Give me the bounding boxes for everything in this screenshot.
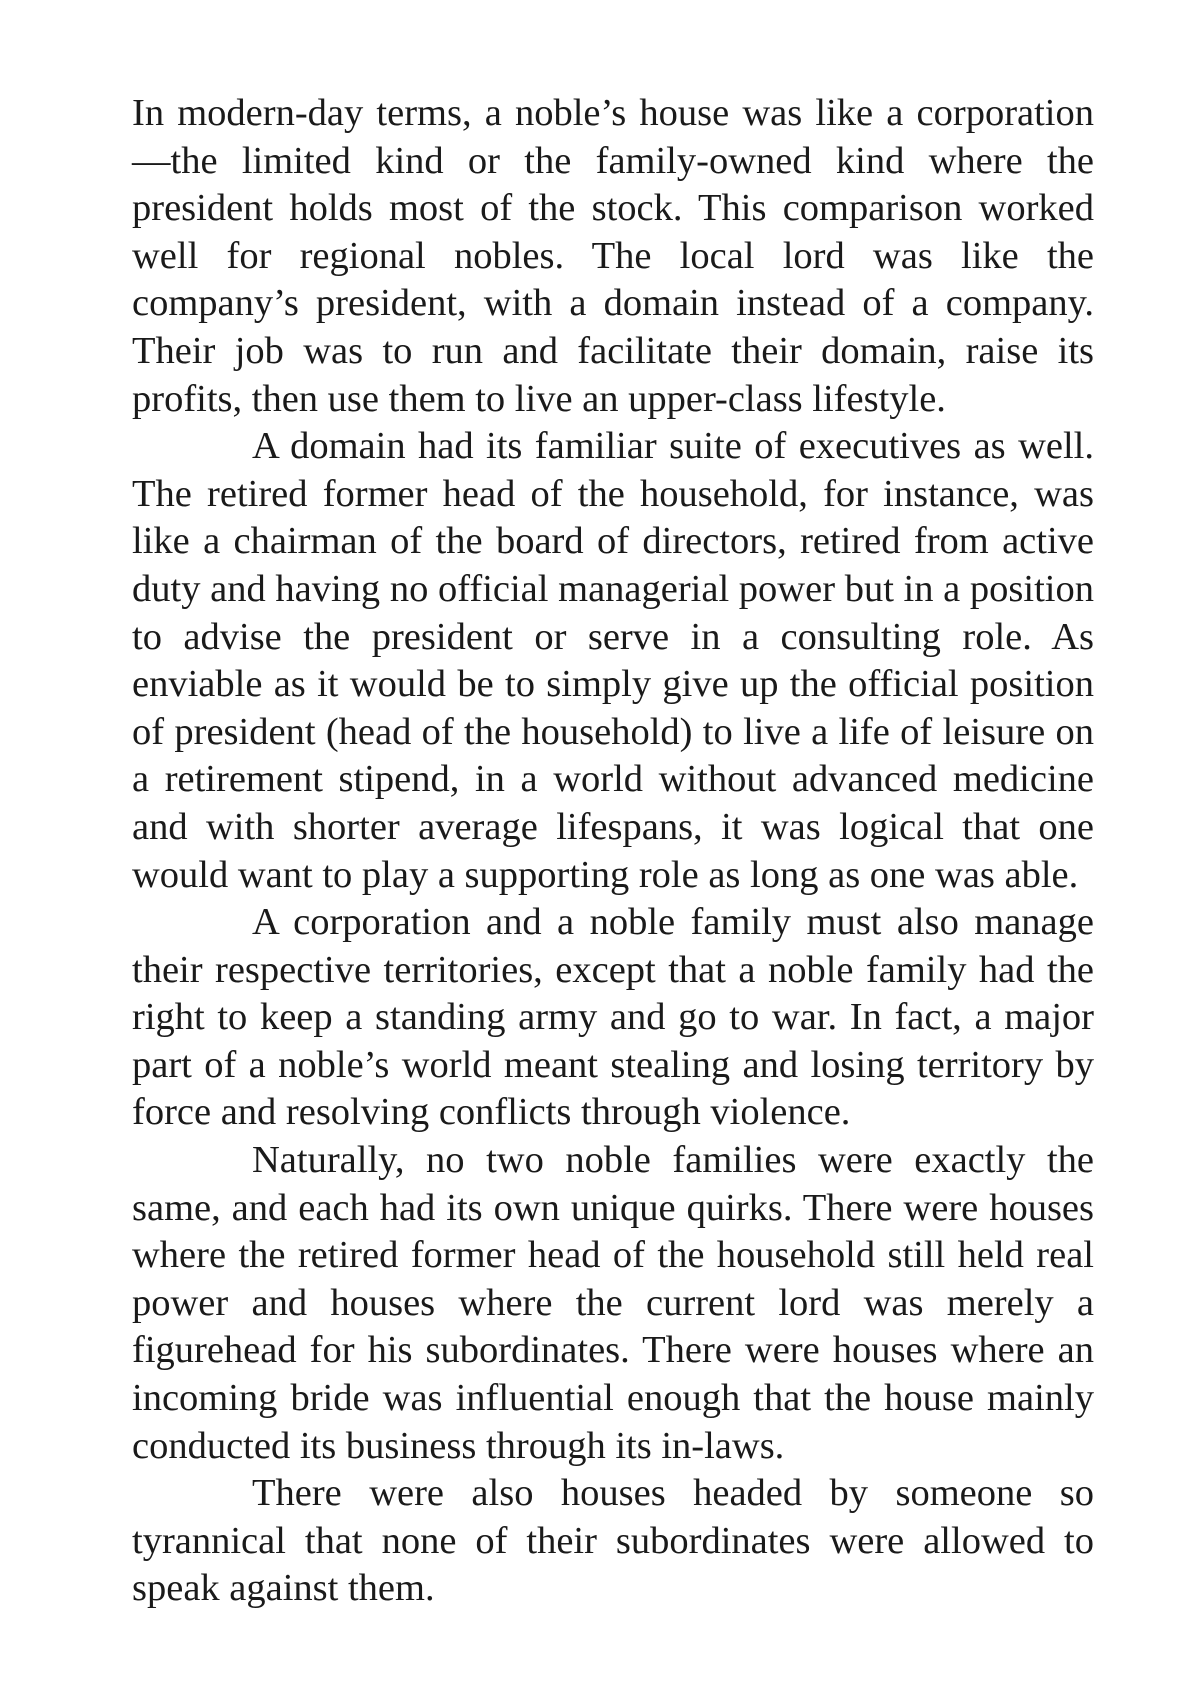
paragraph-2: A domain had its familiar suite of executives as well. The retired former head of the household, for instance, was like a chairman of the board of directors, retired from active duty and having no official managerial power but in a position to advise the president or serve in a consulting role. As enviable as it would be to simply give up the official position of president (head of the household) to live a life of leisure on a retirement stipend, in a world without advanced medicine and with shorter average lifespans, it was logical that one would want to play a supporting role as long as one was able. bbox=[132, 425, 1094, 896]
page-body bbox=[132, 90, 1094, 1613]
paragraph-5: There were also houses headed by someone so tyrannical that none of their subordinates were allowed to speak against them. bbox=[132, 1472, 1094, 1610]
paragraph-4: Naturally, no two noble families were exactly the same, and each had its own unique quirks. There were houses where the retired former head of the household still held real power and houses where the current lord was merely a figurehead for his subordinates. There were houses where an incoming bride was influential enough that the house mainly conducted its business through its in-laws. bbox=[132, 1139, 1094, 1467]
paragraph-1: In modern-day terms, a noble’s house was like a corporation—the limited kind or the family-owned kind where the president holds most of the stock. This comparison worked well for regional nobles. The local lord was like the company’s president, with a domain instead of a company. Their job was to run and facilitate their domain, raise its profits, then use them to live an upper-class lifestyle. bbox=[132, 92, 1094, 420]
paragraph-3: A corporation and a noble family must also manage their respective territories, except that a noble family had the right to keep a standing army and go to war. In fact, a major part of a noble’s world meant stealing and losing territory by force and resolving conflicts through violence. bbox=[132, 901, 1094, 1134]
